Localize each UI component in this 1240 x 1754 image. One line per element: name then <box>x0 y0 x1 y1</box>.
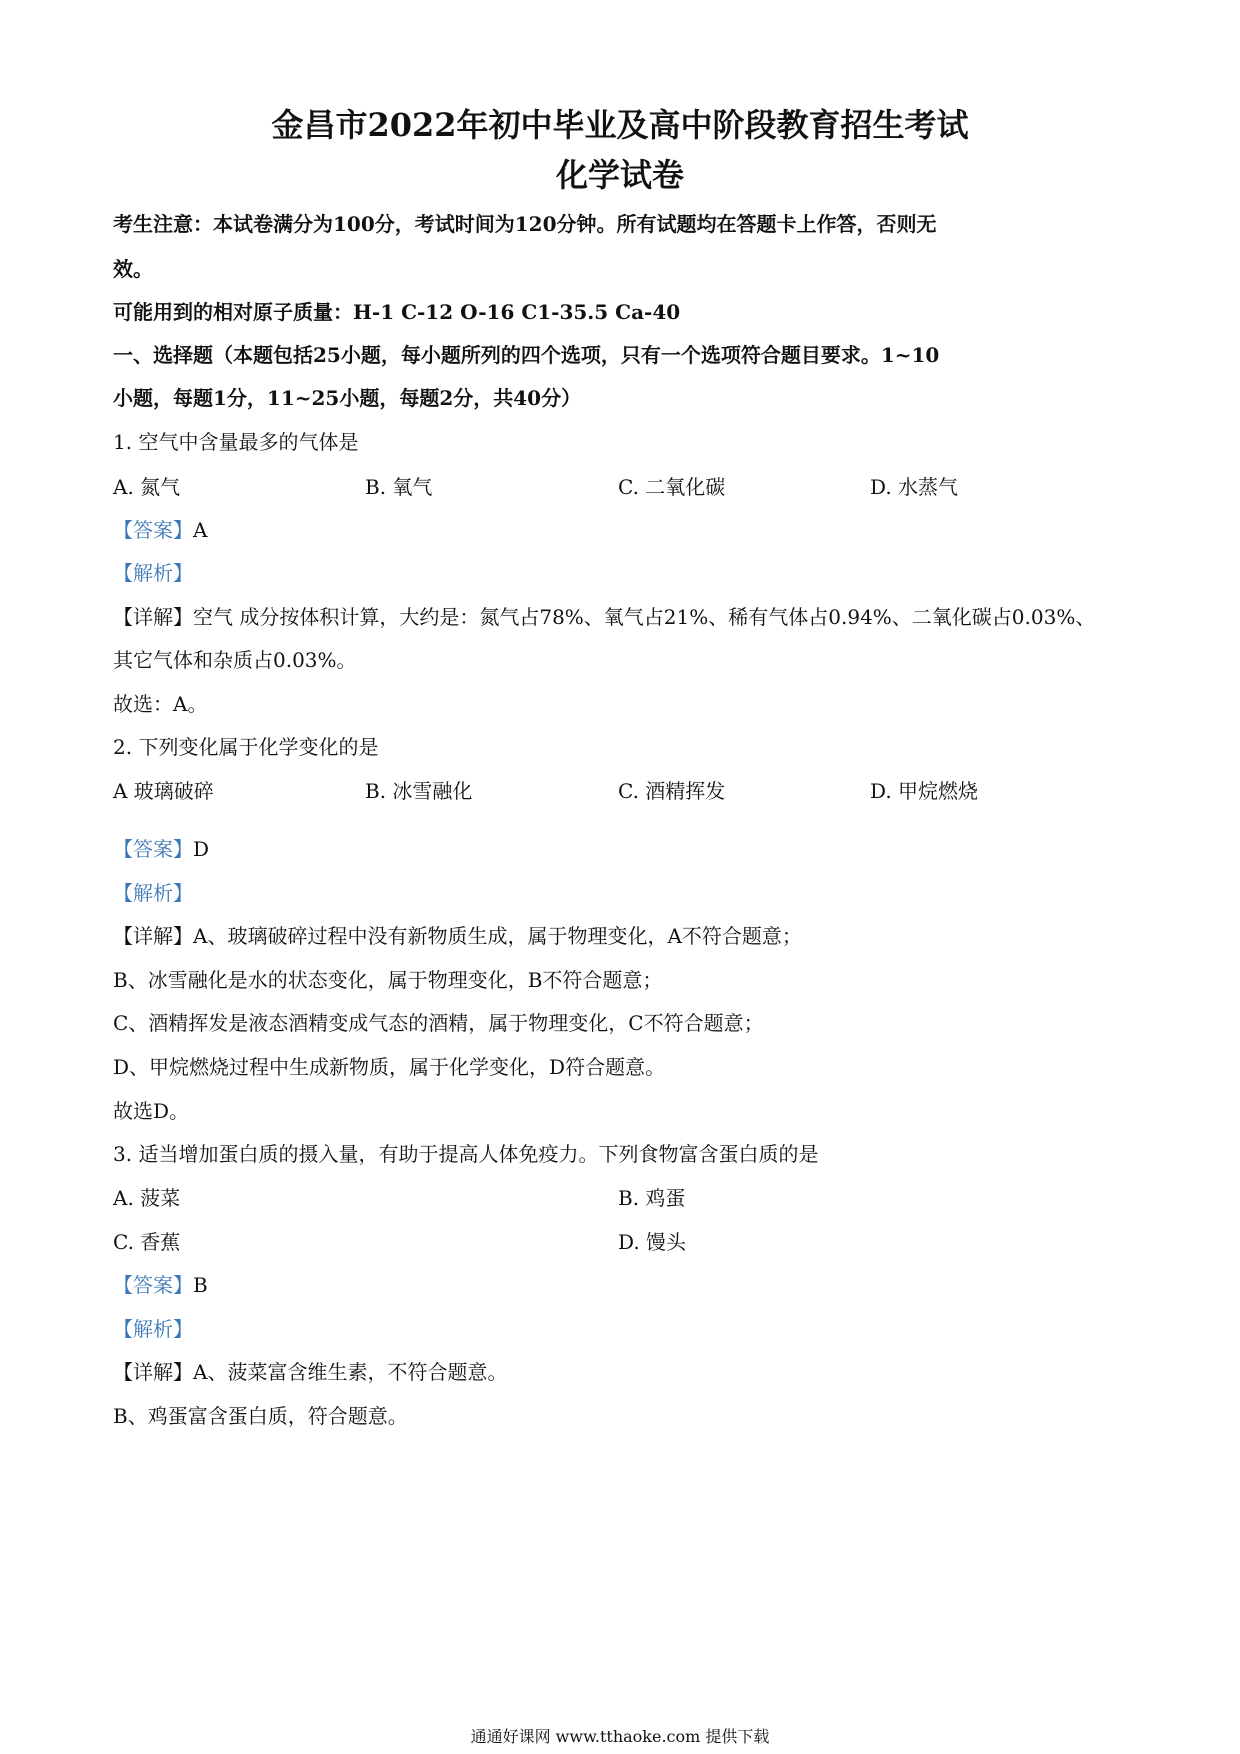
q3-option-c: C. 香蕉 <box>113 1230 181 1254</box>
q2-answer: D <box>193 837 210 861</box>
q1-answer-tag: 【答案】 <box>113 518 193 542</box>
notice-line-2: 效。 <box>113 257 153 281</box>
section-heading-line-2: 小题，每题1分，11~25小题，每题2分，共40分） <box>113 386 582 410</box>
q1-detail-line-2: 其它气体和杂质占0.03%。 <box>113 648 357 672</box>
q1-option-d: D. 水蒸气 <box>870 475 959 499</box>
page-title: 金昌市2022年初中毕业及高中阶段教育招生考试 <box>271 106 969 144</box>
q1-option-c: C. 二氧化碳 <box>618 475 726 499</box>
q3-analysis-tag: 【解析】 <box>113 1317 193 1341</box>
q1-answer-line <box>113 516 207 544</box>
q2-detail-line: B、冰雪融化是水的状态变化，属于物理变化，B不符合题意； <box>113 968 663 992</box>
q2-option-d: D. 甲烷燃烧 <box>870 779 979 803</box>
page-footer: 通通好课网 www.tthaoke.com 提供下载 <box>470 1727 770 1746</box>
q3-detail-line: B、鸡蛋富含蛋白质，符合题意。 <box>113 1404 408 1428</box>
q2-detail-line: D、甲烷燃烧过程中生成新物质，属于化学变化，D符合题意。 <box>113 1055 666 1079</box>
q3-answer: B <box>193 1273 208 1297</box>
section-heading-line-1: 一、选择题（本题包括25小题，每小题所列的四个选项，只有一个选项符合题目要求。1~10 <box>113 343 940 367</box>
q3-answer-tag: 【答案】 <box>113 1273 193 1297</box>
q3-option-d: D. 馒头 <box>618 1230 687 1254</box>
q1-option-b: B. 氧气 <box>365 475 433 499</box>
q2-analysis-tag: 【解析】 <box>113 881 193 905</box>
q2-stem: 2. 下列变化属于化学变化的是 <box>113 735 379 759</box>
q2-option-b: B. 冰雪融化 <box>365 779 473 803</box>
q2-answer-line <box>113 835 209 863</box>
q3-stem: 3. 适当增加蛋白质的摄入量，有助于提高人体免疫力。下列食物富含蛋白质的是 <box>113 1142 819 1166</box>
q2-option-a: A 玻璃破碎 <box>113 779 214 803</box>
q1-conclusion: 故选：A。 <box>113 692 208 716</box>
q1-analysis-tag: 【解析】 <box>113 561 193 585</box>
q3-option-b: B. 鸡蛋 <box>618 1186 686 1210</box>
q3-answer-line <box>113 1271 208 1299</box>
q1-stem: 1. 空气中含量最多的气体是 <box>113 430 359 454</box>
page-subtitle: 化学试卷 <box>555 156 684 194</box>
q2-detail-line: C、酒精挥发是液态酒精变成气态的酒精，属于物理变化，C不符合题意； <box>113 1011 764 1035</box>
notice-line-1: 考生注意：本试卷满分为100分，考试时间为120分钟。所有试题均在答题卡上作答，否则无 <box>113 212 937 236</box>
q2-option-c: C. 酒精挥发 <box>618 779 726 803</box>
q2-detail-line: 【详解】A、玻璃破碎过程中没有新物质生成，属于物理变化，A不符合题意； <box>113 924 802 948</box>
q3-option-a: A. 菠菜 <box>113 1186 181 1210</box>
q1-option-a: A. 氮气 <box>113 475 181 499</box>
q1-detail-line-1: 【详解】空气 成分按体积计算，大约是：氮气占78%、氧气占21%、稀有气体占0.94%、二氧化碳占0.03%、 <box>113 605 1096 629</box>
q3-detail-line: 【详解】A、菠菜富含维生素，不符合题意。 <box>113 1360 508 1384</box>
atomic-masses: 可能用到的相对原子质量：H-1 C-12 O-16 C1-35.5 Ca-40 <box>113 300 681 324</box>
q1-answer: A <box>193 518 208 542</box>
q2-answer-tag: 【答案】 <box>113 837 193 861</box>
q2-conclusion: 故选D。 <box>113 1099 190 1123</box>
